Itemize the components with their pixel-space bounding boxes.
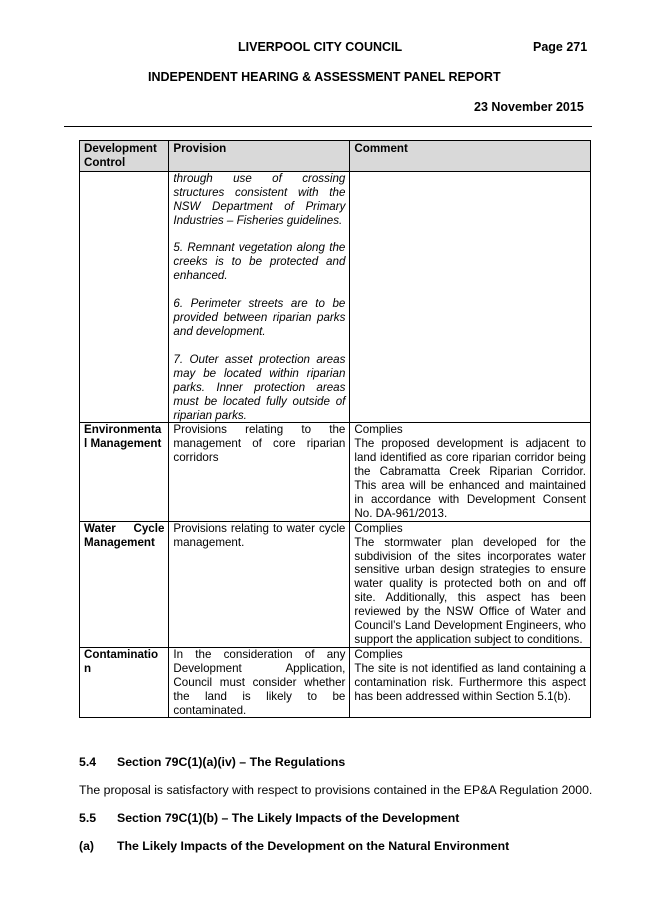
page-number: Page 271 — [533, 40, 588, 54]
column-header-control: Development Control — [80, 141, 169, 172]
status-text: Complies — [354, 423, 403, 437]
comment-cell — [350, 647, 591, 718]
provision-cell: Provisions relating to the management of core riparian corridors — [169, 423, 350, 521]
status-text: Complies — [354, 647, 403, 661]
comment-cell — [350, 171, 591, 423]
table-row — [80, 647, 591, 718]
section-title: Section 79C(1)(a)(iv) – The Regulations — [117, 755, 346, 769]
provision-paragraph: 5. Remnant vegetation along the creeks is to be protected and enhanced. — [173, 241, 346, 283]
subsection-title: The Likely Impacts of the Development on the Natural Environment — [117, 839, 510, 853]
provision-cell: In the consideration of any Development Application, Council must consider whether the land is likely to be contaminated. — [169, 647, 350, 718]
provision-paragraph: 6. Perimeter streets are to be provided between riparian parks and development. — [173, 297, 346, 338]
comment-text: The site is not identified as land containing a contamination risk. Furthermore this aspect has been addressed within Section 5.1(b). — [354, 661, 586, 703]
provision-paragraph: 7. Outer asset protection areas may be located within riparian parks. Inner protection areas must be located fully outside of riparian parks. — [173, 352, 346, 422]
column-header-comment: Comment — [350, 141, 591, 172]
comment-cell — [350, 423, 591, 521]
council-name: LIVERPOOL CITY COUNCIL — [238, 40, 403, 54]
control-cell: Environmental Management — [80, 423, 169, 521]
header-divider — [64, 126, 592, 127]
table-row — [80, 423, 591, 521]
subsection-number: (a) — [79, 839, 95, 853]
comment-cell — [350, 521, 591, 647]
development-control-table — [79, 140, 591, 718]
report-title: INDEPENDENT HEARING & ASSESSMENT PANEL REPORT — [148, 70, 501, 84]
column-header-provision: Provision — [169, 141, 350, 172]
section-number: 5.5 — [79, 811, 97, 825]
provision-cell — [169, 171, 350, 423]
provision-cell: Provisions relating to water cycle management. — [169, 521, 350, 647]
table-row-continuation — [80, 171, 591, 423]
comment-text: The stormwater plan developed for the subdivision of the sites incorporates water sensitive urban design strategies to ensure water quality is protected both on and off site. Additionally, this aspect has been reviewed by the NSW Office of Water and Council’s Land Development Engineers, who support the application subject to conditions. — [354, 535, 586, 646]
section-paragraph: The proposal is satisfactory with respect to provisions contained in the EP&A Regulation 2000. — [79, 783, 593, 797]
comment-text: The proposed development is adjacent to land identified as core riparian corridor being the Cabramatta Creek Riparian Corridor. This area will be enhanced and maintained in accordance with Development Consent No. DA-961/2013. — [354, 437, 586, 520]
status-text: Complies — [354, 521, 403, 535]
control-cell — [80, 171, 169, 423]
provision-paragraph: through use of crossing structures consistent with the NSW Department of Primary Industries – Fisheries guidelines. — [173, 171, 346, 227]
table-header-row — [80, 141, 591, 172]
control-cell: Contamination — [80, 647, 169, 718]
table-row — [80, 521, 591, 647]
section-number: 5.4 — [79, 755, 97, 769]
report-date: 23 November 2015 — [474, 100, 584, 114]
control-cell: Water Cycle Management — [80, 521, 169, 647]
section-title: Section 79C(1)(b) – The Likely Impacts of the Development — [117, 811, 460, 825]
